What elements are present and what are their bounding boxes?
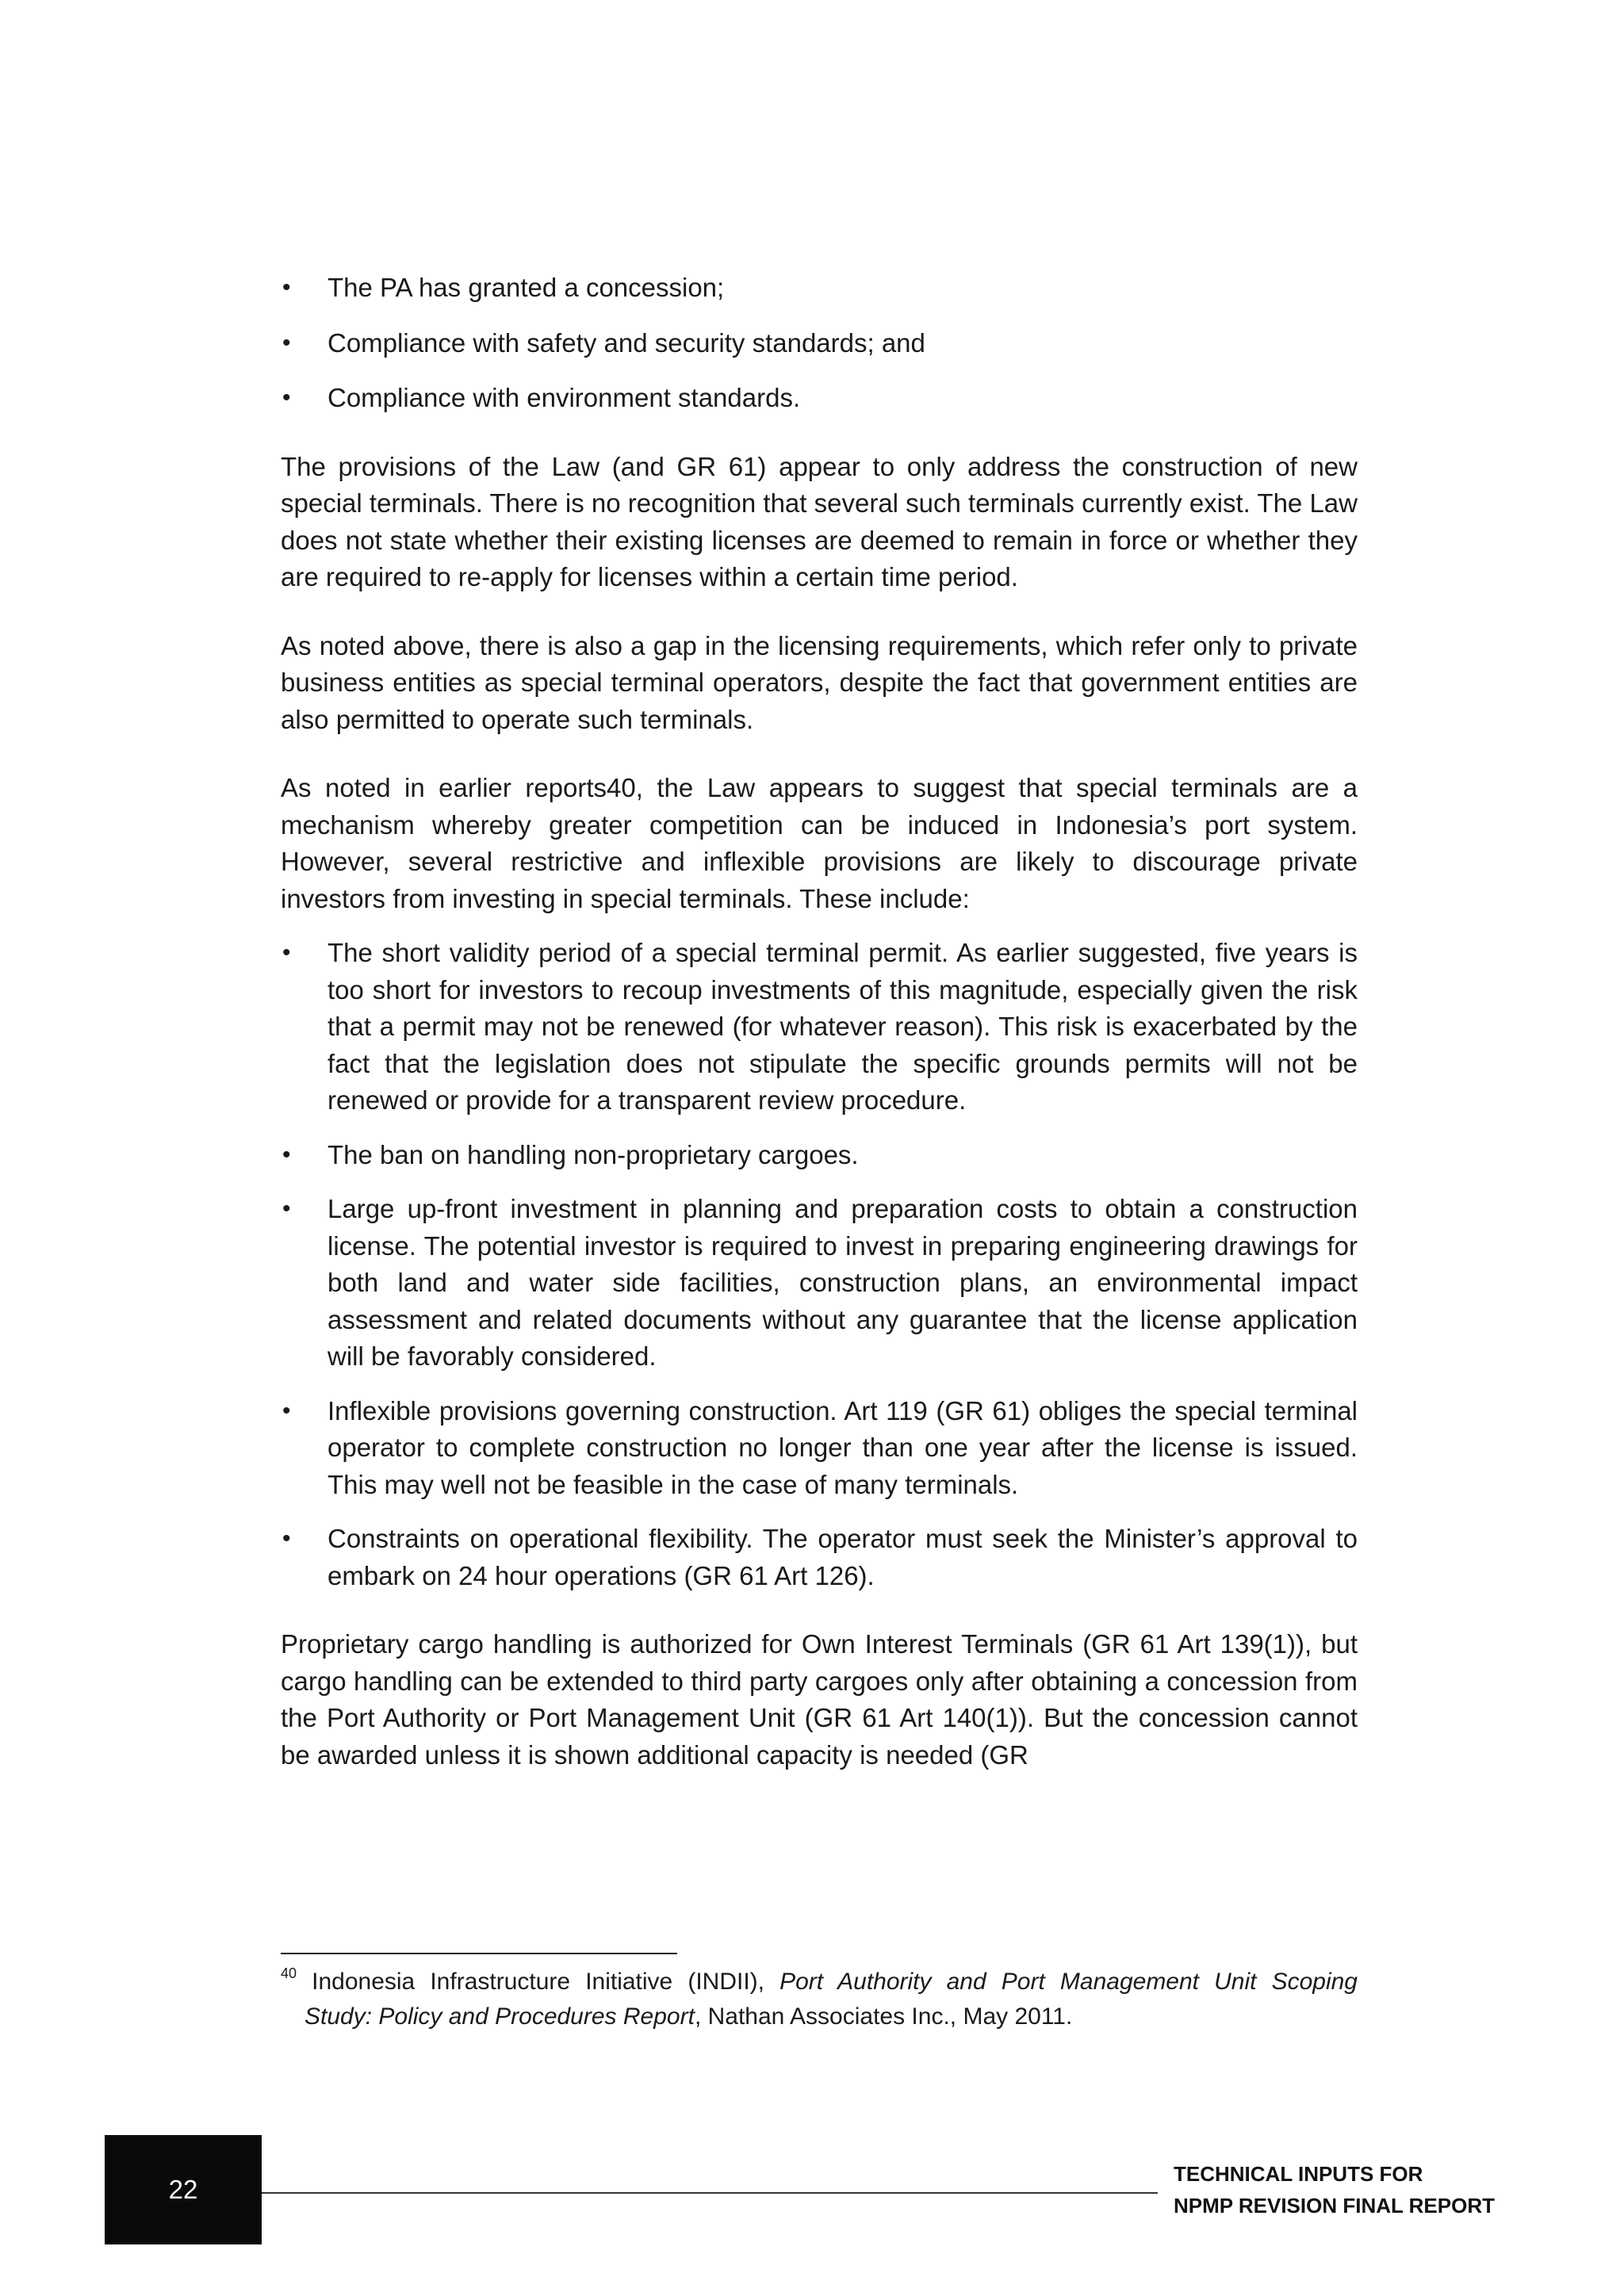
- list-item-text: Inflexible provisions governing construction. Art 119 (GR 61) obliges the special terminal operator to complete construction no longer than one year after the license is issued. This may well not be feasible in the case of many terminals.: [327, 1395, 1358, 1499]
- footnote: [281, 1965, 1358, 2034]
- list-item: [281, 325, 1358, 362]
- list-item: [281, 270, 1358, 307]
- paragraph: The provisions of the Law (and GR 61) appear to only address the construction of new special terminals. There is no recognition that several such terminals currently exist. The Law does not state whether their existing licenses are deemed to remain in force or whether they are required to re-apply for licenses within a certain time period.: [281, 451, 1358, 591]
- footer-title-line: TECHNICAL INPUTS FOR: [1174, 2162, 1423, 2186]
- list-item-text: Large up-front investment in planning and preparation costs to obtain a construction license. The potential investor is required to invest in preparing engineering drawings for both land and water side facilities, construction plans, an environmental impact assessment and related documents without any guarantee that the license application will be favorably considered.: [327, 1194, 1358, 1371]
- paragraph: Proprietary cargo handling is authorized for Own Interest Terminals (GR 61 Art 139(1)), but cargo handling can be extended to third party cargoes only after obtaining a concession from the Port Authority or Port Management Unit (GR 61 Art 140(1)). But the concession cannot be awarded unless it is shown additional capacity is needed (GR: [281, 1629, 1358, 1770]
- bullet-icon: •: [282, 1196, 291, 1222]
- bullet-icon: •: [282, 1397, 291, 1424]
- list-item: [281, 935, 1358, 1119]
- footnote-number: 40: [281, 1965, 297, 1981]
- footnote-divider: [281, 1953, 677, 1954]
- bullet-icon: •: [282, 1141, 291, 1168]
- bullet-list-top: [281, 270, 1358, 417]
- list-item-text: The PA has granted a concession;: [327, 273, 725, 302]
- paragraph: As noted in earlier reports40, the Law appears to suggest that special terminals are a mechanism whereby greater competition can be induced in Indonesia’s port system. However, several restrictive and inflexible provisions are likely to discourage private investors from investing in special terminals. These include:: [281, 773, 1358, 913]
- list-item: [281, 1191, 1358, 1376]
- page-number-box: [105, 2135, 262, 2244]
- bullet-icon: •: [282, 329, 291, 356]
- footnote-line: [281, 1999, 1358, 2034]
- bullet-icon: •: [282, 1525, 291, 1552]
- list-item: [281, 380, 1358, 417]
- list-item-text: Constraints on operational flexibility. The operator must seek the Minister’s approval to embark on 24 hour operations (GR 61 Art 126).: [327, 1524, 1358, 1590]
- body-text: [281, 270, 1358, 1805]
- footnote-tail: , Nathan Associates Inc., May 2011.: [694, 2003, 1073, 2030]
- list-item-text: Compliance with environment standards.: [327, 383, 801, 412]
- footer-title-line: NPMP REVISION FINAL REPORT: [1174, 2194, 1495, 2218]
- list-item-text: The short validity period of a special terminal permit. As earlier suggested, five years is too short for investors to recoup investments of this magnitude, especially given the risk that a permit may not be renewed (for whatever reason). This risk is exacerbated by the fact that the legislation does not stipulate the specific grounds permits will not be renewed or provide for a transparent review procedure.: [327, 938, 1358, 1115]
- list-item-text: The ban on handling non-proprietary cargoes.: [327, 1139, 859, 1169]
- list-item: [281, 1137, 1358, 1174]
- footnote-title-a: Port Authority and Port Management Unit Scoping: [779, 1969, 1358, 1995]
- list-item: [281, 1521, 1358, 1594]
- footnote-line: [281, 1965, 1358, 1999]
- bullet-icon: •: [282, 274, 291, 300]
- footer-report-title: [1174, 2158, 1495, 2221]
- page-number: 22: [168, 2175, 198, 2204]
- bullet-icon: •: [282, 385, 291, 411]
- paragraph: As noted above, there is also a gap in the licensing requirements, which refer only to private business entities as special terminal operators, despite the fact that government entities are also permitted to operate such terminals.: [281, 630, 1358, 734]
- bullet-icon: •: [282, 939, 291, 966]
- footer-divider: [262, 2192, 1158, 2194]
- bullet-list-main: [281, 935, 1358, 1594]
- footnote-lead: Indonesia Infrastructure Initiative (INDII),: [297, 1969, 780, 1995]
- footnote-title-b: Study: Policy and Procedures Report: [304, 2003, 695, 2030]
- list-item: [281, 1393, 1358, 1504]
- list-item-text: Compliance with safety and security standards; and: [327, 327, 925, 358]
